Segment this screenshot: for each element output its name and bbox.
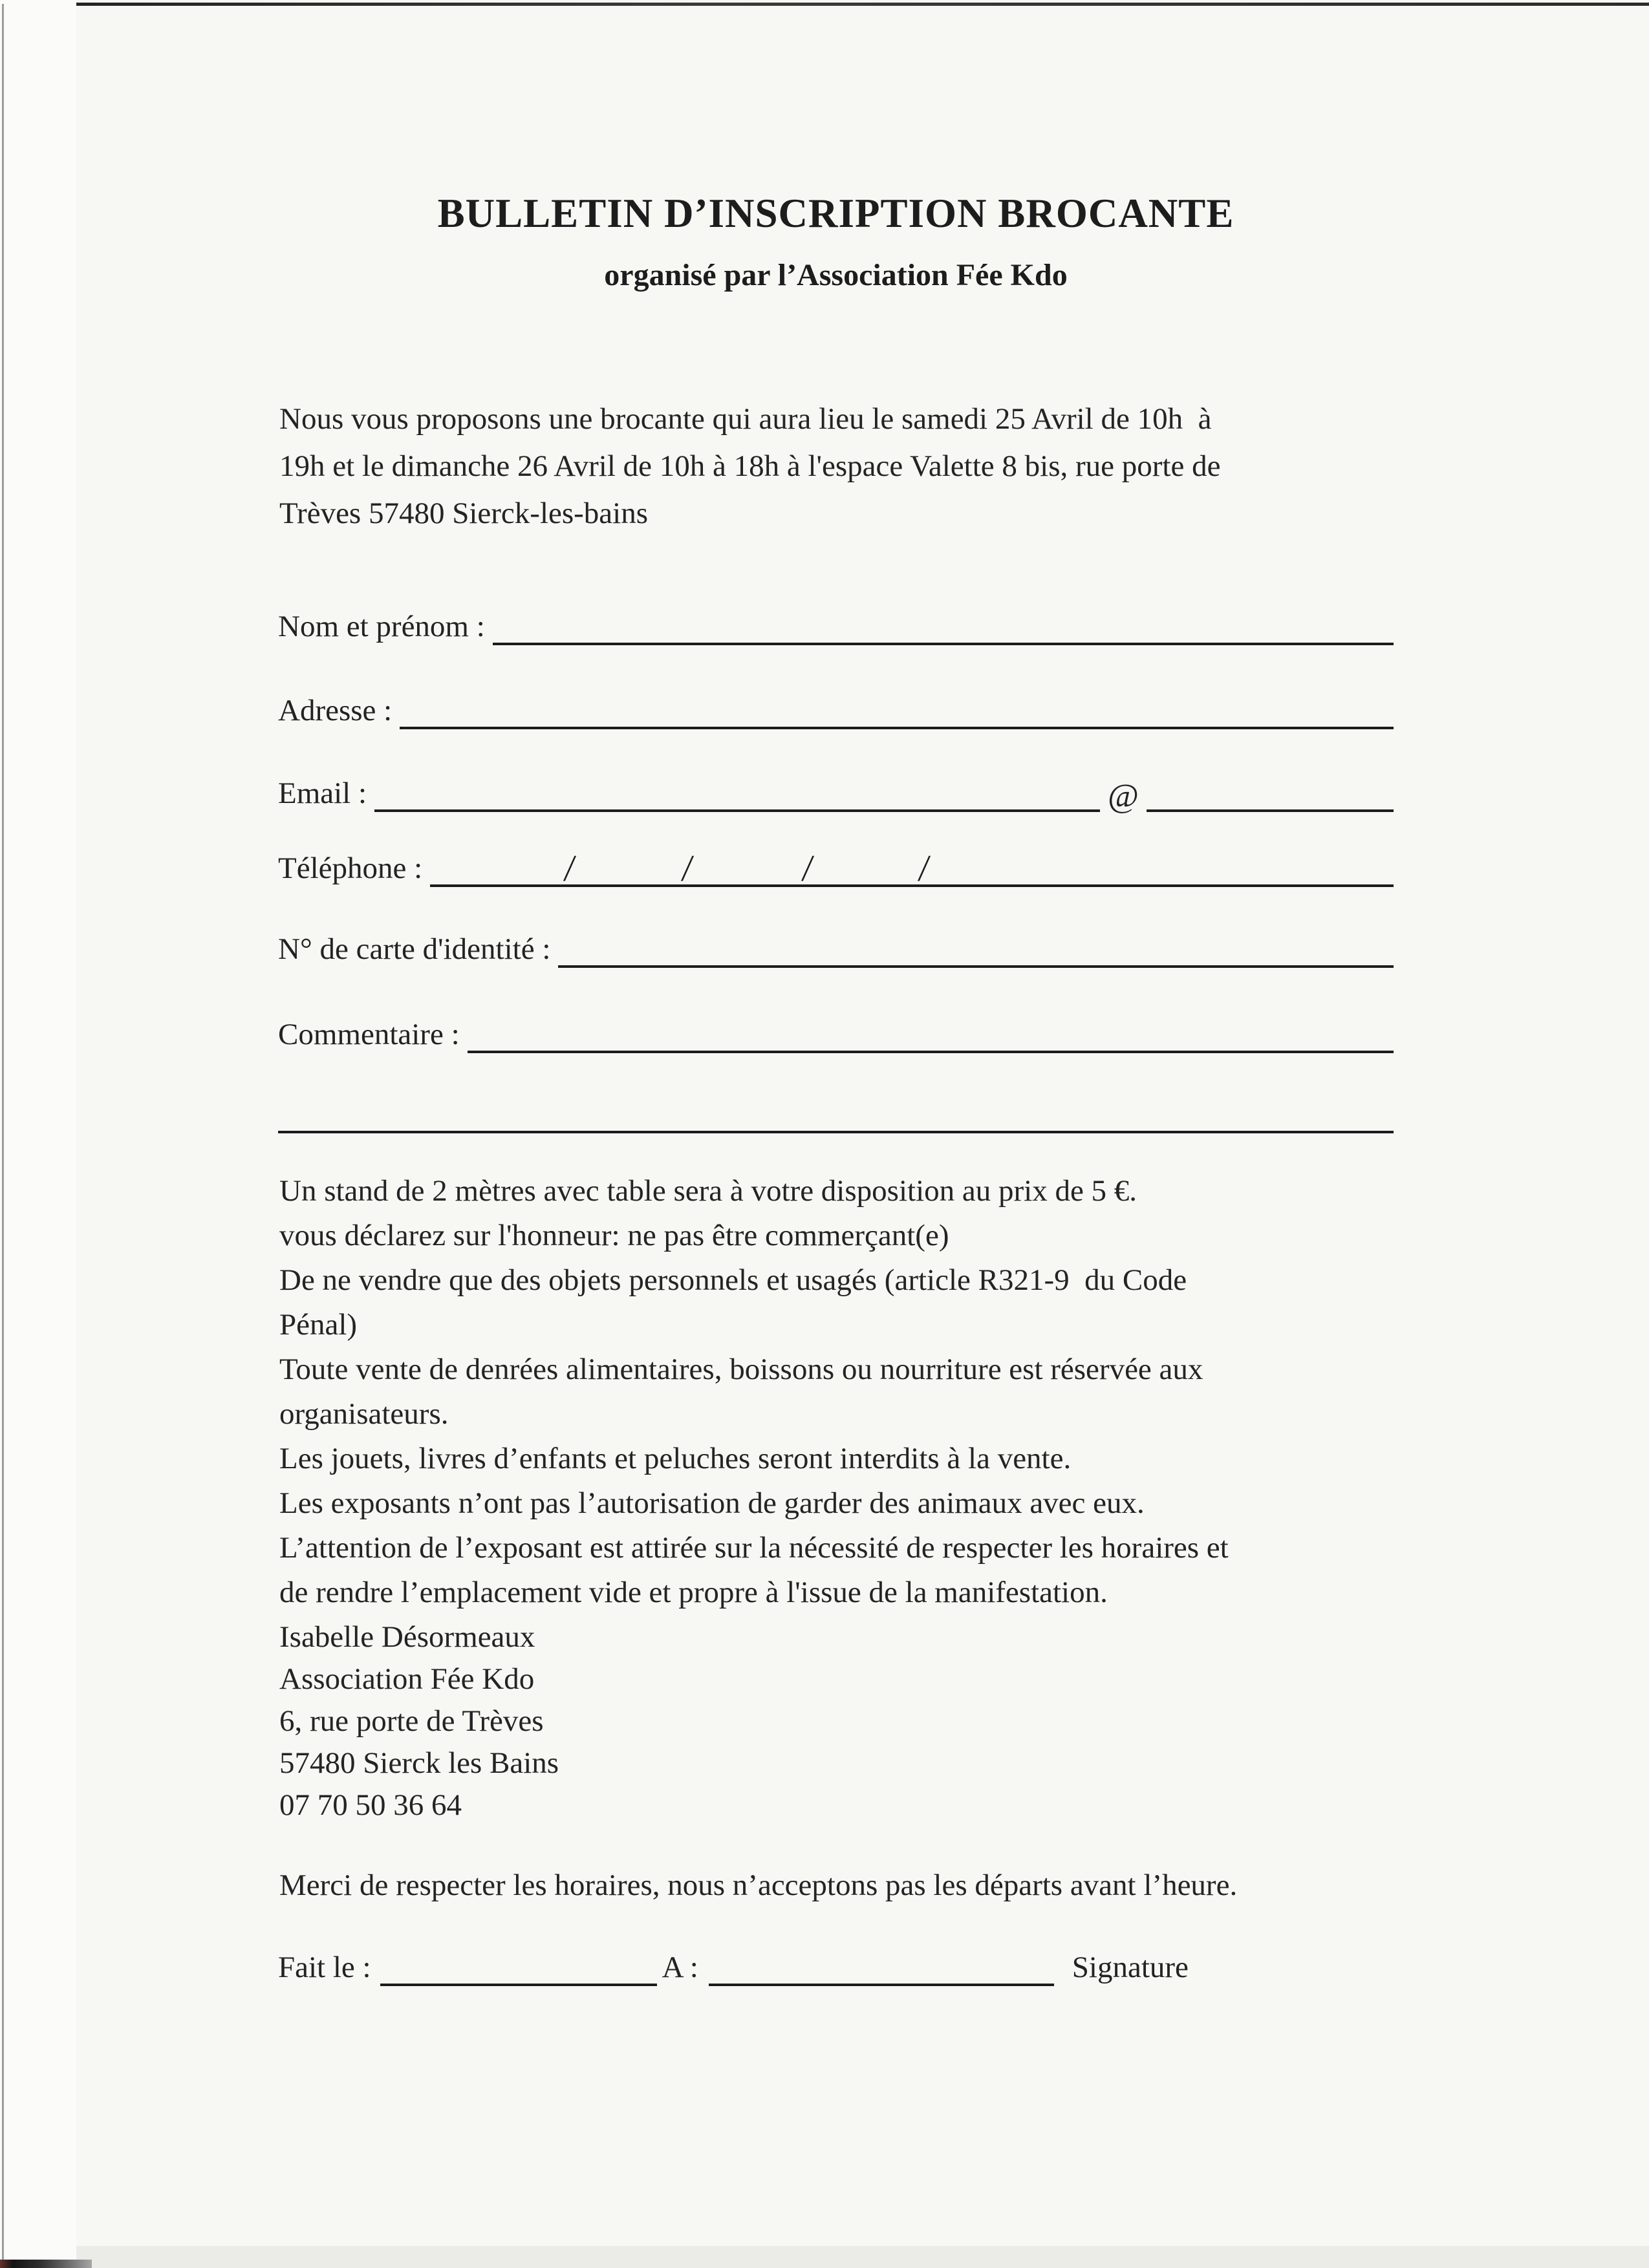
field-nom-prenom <box>278 606 1394 645</box>
signature-label: Signature <box>1072 1951 1189 1984</box>
text-line: Merci de respecter les horaires, nous n’acceptons pas les départs avant l’heure. <box>279 1868 1238 1902</box>
date-blank-line <box>380 1951 657 1986</box>
field-telephone <box>278 848 1394 887</box>
carte-identite-blank-line <box>558 933 1394 968</box>
document-subtitle: organisé par l’Association Fée Kdo <box>604 258 1068 292</box>
email-blank-line <box>374 777 1100 812</box>
telephone-slash-separator: / <box>800 847 815 889</box>
field-commentaire <box>278 1014 1394 1053</box>
at-sign: @ <box>1108 778 1139 815</box>
text-line: de rendre l’emplacement vide et propre à l'issue de la manifestation. <box>279 1576 1108 1609</box>
telephone-blank-line <box>430 847 1394 889</box>
text-line: vous déclarez sur l'honneur: ne pas être commerçant(e) <box>279 1219 949 1252</box>
text-line: Un stand de 2 mètres avec table sera à votre disposition au prix de 5 €. <box>279 1174 1137 1208</box>
nom-prenom-blank-line <box>493 610 1394 645</box>
intro-paragraph <box>279 396 1430 537</box>
a-label: A : <box>662 1951 698 1984</box>
fait-le-label: Fait le : <box>278 1951 371 1984</box>
text-line: organisateurs. <box>279 1397 449 1431</box>
document-title: BULLETIN D’INSCRIPTION BROCANTE <box>437 191 1234 236</box>
text-line: Toute vente de denrées alimentaires, boissons ou nourriture est réservée aux <box>279 1353 1203 1386</box>
organizer-contact-block <box>279 1616 1430 1826</box>
email-label: Email : <box>278 776 367 810</box>
telephone-slash-separator: / <box>562 847 577 889</box>
commentaire-continuation-line <box>278 1131 1394 1133</box>
text-line: 19h et le dimanche 26 Avril de 10h à 18h à l'espace Valette 8 bis, rue porte de <box>279 449 1221 483</box>
field-carte-identite <box>278 929 1394 968</box>
text-line: Pénal) <box>279 1308 358 1342</box>
schedule-notice <box>279 1863 1430 1908</box>
signature-row <box>278 1946 1189 1986</box>
contact-name: Isabelle Désormeaux <box>279 1620 535 1654</box>
rules-paragraph <box>279 1169 1430 1615</box>
scan-top-edge-line <box>76 3 1649 6</box>
text-line: Les jouets, livres d’enfants et peluches seront interdits à la vente. <box>279 1442 1072 1475</box>
field-email <box>278 773 1394 815</box>
text-line: Nous vous proposons une brocante qui aura lieu le samedi 25 Avril de 10h à <box>279 402 1212 436</box>
telephone-slash-separator: / <box>916 847 932 889</box>
email-domain-blank-line <box>1147 777 1394 812</box>
scan-bottom-strip <box>76 2246 1649 2268</box>
place-blank-line <box>709 1951 1054 1986</box>
contact-city: 57480 Sierck les Bains <box>279 1746 559 1780</box>
scan-left-edge-line <box>2 4 4 2263</box>
text-line: Les exposants n’ont pas l’autorisation de garder des animaux avec eux. <box>279 1486 1145 1520</box>
commentaire-label: Commentaire : <box>278 1018 460 1051</box>
scan-left-margin-strip <box>0 0 76 2268</box>
contact-association: Association Fée Kdo <box>279 1662 535 1696</box>
contact-phone: 07 70 50 36 64 <box>279 1788 462 1822</box>
text-line: Trèves 57480 Sierck-les-bains <box>279 497 649 530</box>
adresse-label: Adresse : <box>278 694 393 727</box>
telephone-label: Téléphone : <box>278 851 423 885</box>
nom-prenom-label: Nom et prénom : <box>278 610 485 643</box>
carte-identite-label: N° de carte d'identité : <box>278 932 551 966</box>
commentaire-blank-line <box>468 1018 1394 1053</box>
text-line: L’attention de l’exposant est attirée sur la nécessité de respecter les horaires et <box>279 1531 1229 1565</box>
telephone-slash-separator: / <box>680 847 695 889</box>
adresse-blank-line <box>400 694 1394 729</box>
text-line: De ne vendre que des objets personnels et usagés (article R321-9 du Code <box>279 1263 1187 1297</box>
field-adresse <box>278 690 1394 729</box>
contact-street: 6, rue porte de Trèves <box>279 1704 544 1738</box>
scan-bottom-corner-bar <box>0 2260 92 2268</box>
